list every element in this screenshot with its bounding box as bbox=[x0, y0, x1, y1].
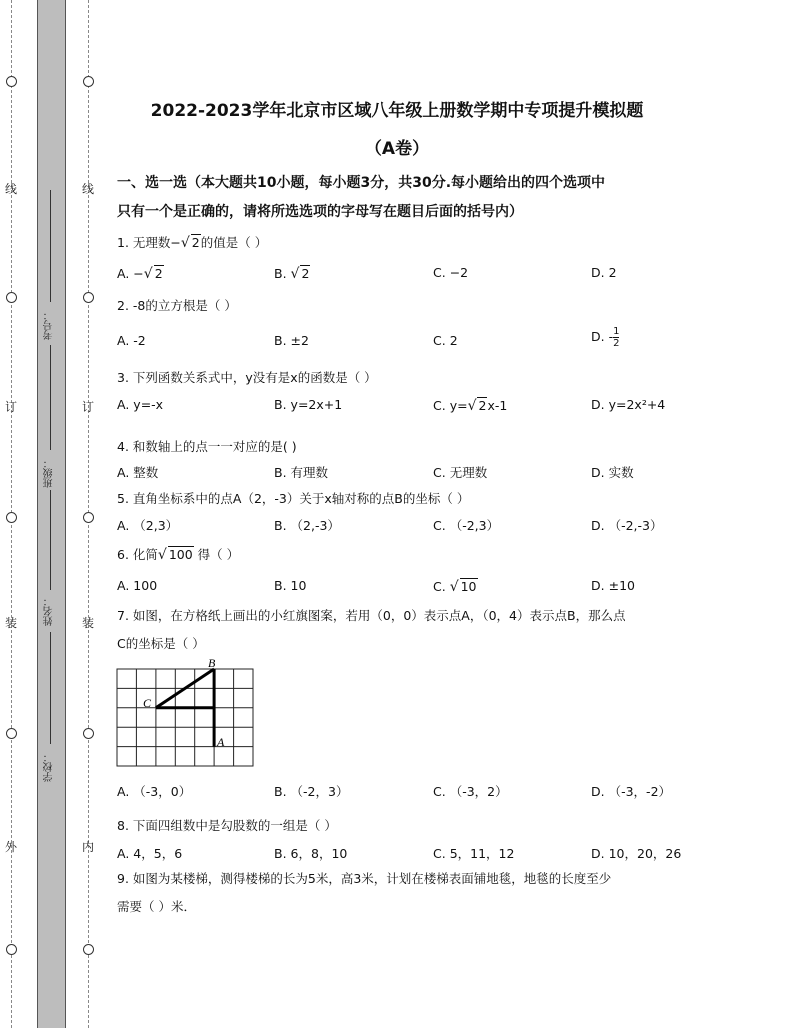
hole-marker bbox=[83, 76, 94, 87]
hole-marker bbox=[83, 512, 94, 523]
question-7-cont: C的坐标是（ ） bbox=[117, 636, 205, 651]
option-c[interactable]: C. √ 10 bbox=[433, 579, 477, 595]
option-b[interactable]: B. 有理数 bbox=[274, 465, 329, 480]
question-text: 1. 无理数− bbox=[117, 235, 181, 250]
class-field[interactable] bbox=[50, 345, 51, 450]
option-b[interactable]: B. （2,-3） bbox=[274, 518, 340, 533]
point-b-label: B bbox=[208, 656, 216, 670]
option-b[interactable]: B. y=2x+1 bbox=[274, 397, 343, 412]
option-a[interactable]: A. 4，5，6 bbox=[117, 846, 183, 861]
question-7: 7. 如图，在方格纸上画出的小红旗图案，若用（0，0）表示点A，（0，4）表示点B，那么点 bbox=[117, 608, 626, 623]
section-heading: 一、选一选（本大题共10小题，每小题3分，共30分.每小题给出的四个选项中 bbox=[117, 175, 606, 191]
point-c-label: C bbox=[143, 696, 152, 710]
class-label: 班级： bbox=[44, 458, 55, 488]
question-9-cont: 需要（ ）米． bbox=[117, 899, 196, 914]
margin-char: 装 bbox=[5, 616, 18, 630]
margin-char: 外 bbox=[5, 840, 18, 854]
question-3: 3. 下列函数关系式中，y没有是x的函数是（ ） bbox=[117, 370, 377, 385]
option-c[interactable]: C. 5，11，12 bbox=[433, 846, 515, 861]
option-d[interactable]: D. y=2x²+4 bbox=[591, 397, 666, 412]
question-1: 1. 无理数−√ 2的值是（ ） bbox=[117, 235, 268, 251]
exam-number-field[interactable] bbox=[50, 190, 51, 302]
school-label: 学校： bbox=[44, 752, 55, 782]
hole-marker bbox=[6, 512, 17, 523]
hole-marker bbox=[83, 292, 94, 303]
name-label: 姓名： bbox=[44, 596, 55, 626]
option-c[interactable]: C. 无理数 bbox=[433, 465, 488, 480]
option-b[interactable]: B. 10 bbox=[274, 578, 307, 593]
question-text: 的值是（ ） bbox=[200, 235, 268, 250]
flag-grid-figure bbox=[114, 655, 259, 770]
margin-char: 线 bbox=[82, 182, 95, 196]
option-a[interactable]: A. -2 bbox=[117, 333, 146, 348]
option-c[interactable]: C. 2 bbox=[433, 333, 458, 348]
margin-char: 订 bbox=[5, 400, 18, 414]
section-heading-cont: 只有一个是正确的，请将所选选项的字母写在题目后面的括号内） bbox=[117, 204, 523, 220]
option-a[interactable]: A. （2,3） bbox=[117, 518, 179, 533]
option-b[interactable]: B. √ 2 bbox=[274, 266, 310, 282]
option-d[interactable]: D. （-2,-3） bbox=[591, 518, 663, 533]
hole-marker bbox=[6, 76, 17, 87]
point-a-label: A bbox=[217, 735, 225, 749]
option-b[interactable]: B. 6，8，10 bbox=[274, 846, 348, 861]
option-d[interactable]: D. 2 bbox=[591, 265, 617, 280]
school-field[interactable] bbox=[50, 632, 51, 744]
option-a[interactable]: A. −√ 2 bbox=[117, 266, 163, 282]
hole-marker bbox=[6, 728, 17, 739]
radicand: 100 bbox=[168, 547, 193, 562]
option-a[interactable]: A. 整数 bbox=[117, 465, 159, 480]
radicand: 2 bbox=[191, 235, 200, 250]
question-6: 6. 化简√ 100 得（ ） bbox=[117, 547, 240, 563]
option-c[interactable]: C. （-2,3） bbox=[433, 518, 500, 533]
hole-marker bbox=[83, 728, 94, 739]
option-a[interactable]: A. y=-x bbox=[117, 397, 164, 412]
question-2: 2. -8的立方根是（ ） bbox=[117, 298, 237, 313]
option-c[interactable]: C. −2 bbox=[433, 265, 469, 280]
hole-marker bbox=[6, 292, 17, 303]
question-5: 5. 直角坐标系中的点A（2，-3）关于x轴对称的点B的坐标（ ） bbox=[117, 491, 470, 506]
question-4: 4. 和数轴上的点一一对应的是( ) bbox=[117, 439, 297, 454]
margin-char: 订 bbox=[82, 400, 95, 414]
option-c[interactable]: C. y=√ 2x-1 bbox=[433, 398, 508, 414]
page-subtitle: （A卷） bbox=[364, 139, 430, 159]
question-8: 8. 下面四组数中是勾股数的一组是（ ） bbox=[117, 818, 337, 833]
option-b[interactable]: B. （-2，3） bbox=[274, 784, 349, 799]
option-b[interactable]: B. ±2 bbox=[274, 333, 309, 348]
option-d[interactable]: D. ±10 bbox=[591, 578, 635, 593]
option-d[interactable]: D. 10，20，26 bbox=[591, 846, 682, 861]
option-d[interactable]: D. 实数 bbox=[591, 465, 634, 480]
exam-number-label: 考号： bbox=[44, 310, 55, 340]
option-d[interactable]: D. （-3，-2） bbox=[591, 784, 672, 799]
option-a[interactable]: A. （-3，0） bbox=[117, 784, 192, 799]
option-c[interactable]: C. （-3，2） bbox=[433, 784, 508, 799]
name-field[interactable] bbox=[50, 490, 51, 590]
fraction-denominator: 2 bbox=[613, 338, 620, 349]
margin-char: 线 bbox=[5, 182, 18, 196]
option-a[interactable]: A. 100 bbox=[117, 578, 158, 593]
margin-char: 内 bbox=[82, 840, 95, 854]
question-9: 9. 如图为某楼梯，测得楼梯的长为5米，高3米，计划在楼梯表面铺地毯，地毯的长度至少 bbox=[117, 871, 612, 886]
margin-char: 装 bbox=[82, 616, 95, 630]
hole-marker bbox=[83, 944, 94, 955]
hole-marker bbox=[6, 944, 17, 955]
option-d[interactable]: D. - $\frac{1}{2}$ bbox=[591, 326, 620, 349]
page-title: 2022-2023学年北京市区域八年级上册数学期中专项提升模拟题 bbox=[150, 101, 644, 121]
fraction-numerator: 1 bbox=[613, 326, 620, 337]
